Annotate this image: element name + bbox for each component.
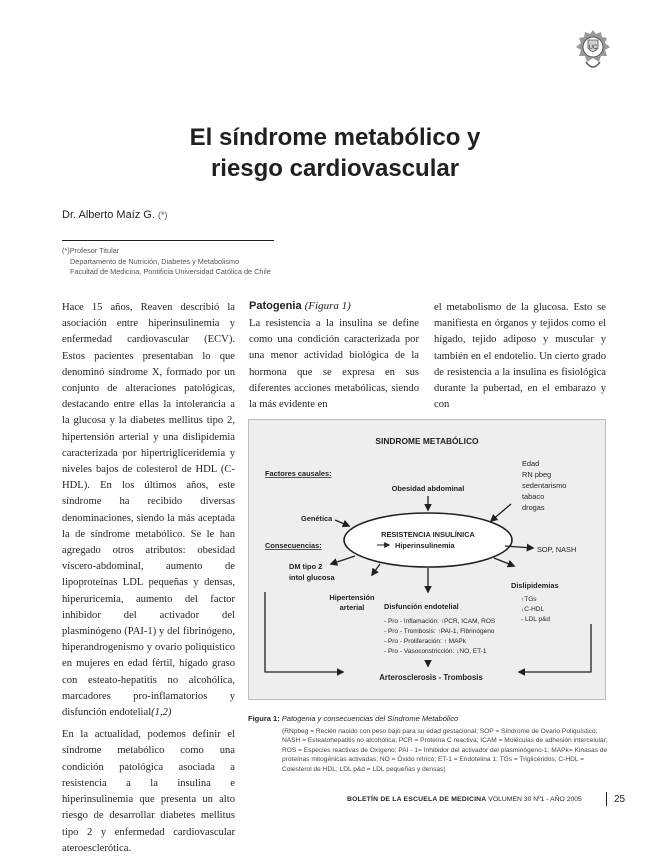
consecuencias-label: Consecuencias: — [265, 541, 322, 550]
affiliation — [62, 246, 271, 278]
hipertension-label-1: Hipertensión — [329, 593, 375, 602]
page-footer — [347, 796, 607, 803]
paragraph: En la actualidad, podemos definir el síndrome metabólico como una condición patológica asociada a resistencia a la insulina e hiperinsulinemia que presenta un alto riesgo de desarrollar diabetes mellitus tipo 2 y enfermedad cardiovascular ateroesclerótica. — [62, 729, 235, 854]
disfuncion-list — [384, 618, 496, 655]
genetica-label: Genética — [301, 514, 333, 523]
center-title: RESISTENCIA INSULÍNICA — [381, 530, 475, 539]
section-heading-figure-ref: (Figura 1) — [304, 300, 351, 312]
title-line-1: El síndrome metabólico y — [189, 124, 481, 151]
disfuncion-item: - Pro - Proliferación: ↑ MAPk — [384, 638, 466, 645]
footer-divider — [606, 792, 607, 806]
disfuncion-item: - Pro - Inflamación: ↑PCR, ICAM, ROS — [384, 618, 496, 625]
factores-label: Factores causales: — [265, 469, 332, 478]
dislipidemias-list — [521, 596, 550, 623]
affiliation-divider — [62, 240, 274, 241]
atherosclerosis-label: Arterosclerosis - Trombosis — [379, 673, 483, 682]
seal-text: UC — [588, 45, 598, 51]
center-subtitle: Hiperinsulinemia — [395, 541, 455, 550]
affiliation-faculty: Facultad de Medicina, Pontificia Universidad Católica de Chile — [70, 267, 271, 277]
body-column-3: el metabolismo de la glucosa. Esto se manifiesta en órganos y tejidos como el hígado, tejido adiposo y muscular y también en el endotelio. Un cierto grado de resistencia a la insulina es fisiológica durante la pubertad, en el embarazo y con — [434, 302, 606, 411]
dislipidemias-title: Dislipidemias — [511, 581, 559, 590]
dislipidemias-item: ↓C-HDL — [521, 606, 545, 613]
citation: (1,2) — [151, 707, 172, 719]
figure-caption — [248, 714, 608, 723]
arrow-hipertension — [372, 564, 380, 575]
risk-factor: drogas — [522, 503, 545, 512]
sop-label: SOP, NASH — [537, 545, 577, 554]
section-heading — [249, 300, 419, 312]
disfuncion-item: - Pro - Trombosis: ↑PAI-1, Fibrinógeno — [384, 628, 495, 635]
journal-name: BOLETÍN DE LA ESCUELA DE MEDICINA — [347, 796, 487, 803]
section-heading-text: Patogenia — [249, 300, 302, 312]
hipertension-label-2: arterial — [339, 603, 365, 612]
bracket-right — [519, 624, 591, 672]
university-seal — [573, 28, 613, 72]
risk-factor: RN pbeg — [522, 470, 552, 479]
bracket-left — [265, 592, 343, 672]
page-number: 25 — [614, 794, 626, 805]
risk-factor: sedentarismo — [522, 481, 567, 490]
figure-title: SINDROME METABÓLICO — [375, 436, 479, 446]
affiliation-title: (*)Profesor Titular — [62, 246, 120, 255]
dm-label-2: intol glucosa — [289, 573, 335, 582]
arrow-dm — [331, 556, 355, 564]
figure-abbreviations: (RNpbeg = Recién nacido con peso bajo para su edad gestacional; SOP = Síndrome de Ovario Poliquístico; NASH = Esteatohepatitis no alcohólica; PCR = Proteína C reactiva; ICAM = Moléculas de adhesión intercelular; ROS = Especies reactivas de Oxígeno; PAI - 1= Inhibidor del activador del plasminógeno-1; MAPk= Kinasas de proteínas mitogénicas activadas; NO = Óxido nítrico; ET-1 = Endotelina 1; TGs = Triglicéridos; C-HDL = Colesterol de HDL; LDL p&d = LDL pequeñas y densas) — [282, 728, 608, 773]
body-column-1 — [62, 300, 235, 863]
paragraph — [62, 300, 235, 721]
author-line — [62, 209, 167, 221]
dm-label-1: DM tipo 2 — [289, 562, 323, 571]
risk-factors-list — [522, 459, 566, 512]
figure-diagram — [249, 420, 605, 699]
arrow-risk-factors — [491, 504, 511, 521]
disfuncion-title: Disfunción endotelial — [384, 602, 459, 611]
arrow-genetica — [335, 520, 349, 526]
journal-volume: VOLUMEN 30 Nº1 - AÑO 2005 — [488, 796, 582, 803]
author-footnote-mark: (*) — [157, 210, 168, 220]
disfuncion-item: - Pro - Vasoconstricción: ↓NO, ET-1 — [384, 648, 487, 655]
arrow-dislipidemias — [494, 558, 514, 566]
dislipidemias-item: - LDL p&d — [521, 616, 551, 623]
obesidad-label: Obesidad abdominal — [391, 484, 465, 493]
body-column-2 — [249, 300, 419, 413]
risk-factor: Edad — [522, 459, 540, 468]
caption-label: Figura 1: — [248, 714, 280, 723]
caption-text: Patogenia y consecuencias del Síndrome Metabólico — [281, 714, 459, 723]
affiliation-department: Departamento de Nutrición, Diabetes y Metabolismo — [70, 256, 240, 266]
university-seal-icon — [573, 28, 613, 72]
figure-1 — [248, 419, 606, 700]
author-name: Dr. Alberto Maíz G. — [62, 209, 155, 221]
paragraph-text: Hace 15 años, Reaven describió la asociación entre hiperinsulinemia y enfermedad cardiovascular (ECV). Estos pacientes presentaban lo que denominó síndrome X, formado por un conjunto de alteraciones patológicas, destacando entre ellas la intolerancia a la glucosa y la diabetes mellitus tipo 2, hipertensión arterial y una dislipidemia caracterizada por hipertrigliceridemia y niveles bajos de colesterol de HDL (C-HDL). En los últimos años, este síndrome ha recibido diversas denominaciones, siendo la más aceptada la de síndrome metabólico. Se le han agregado otros atributos: obesidad víscero-abdominal, aumento de lipoproteínas LDL pequeñas y densas, hiperuricemia, aumento del factor inhibidor del activador del plasminógeno (PAI-1) y del fibrinógeno, hiperandrogenismo y ovario poliquístico en mujeres en edad fértil, hígado graso con esteato-hepatitis no alcohólica, marcadores pro-inflamatorios y disfunción endotelial — [62, 302, 235, 719]
paragraph: La resistencia a la insulina se define como una condición caracterizada por una menor actividad biológica de la hormona que se expresa en sus diferentes acciones metabólicas, siendo la más evidente en — [249, 318, 419, 411]
title-line-2: riesgo cardiovascular — [210, 155, 460, 182]
central-ellipse — [344, 513, 512, 567]
risk-factor: tabaco — [522, 492, 545, 501]
article-title — [130, 122, 540, 184]
dislipidemias-item: ↑TGs — [521, 596, 537, 603]
